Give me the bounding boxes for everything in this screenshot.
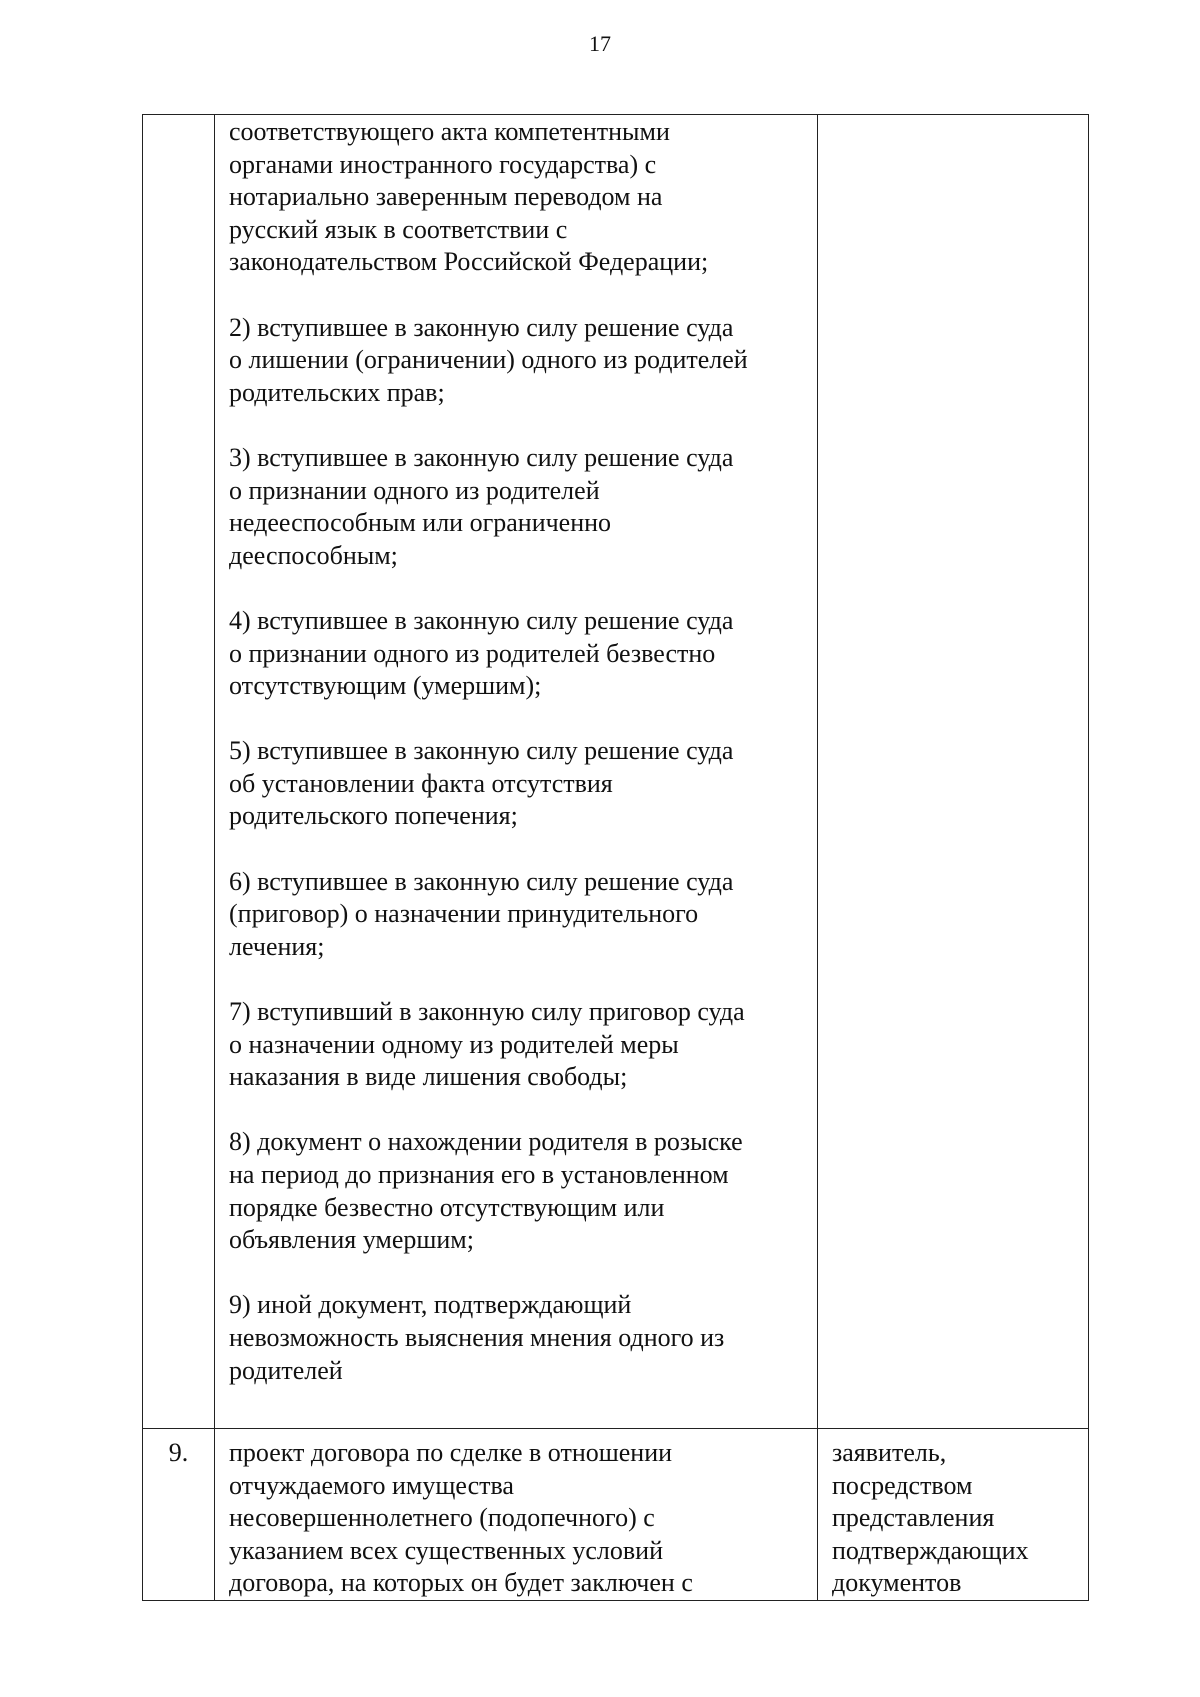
document-source-cell xyxy=(818,1429,1089,1601)
document-item-2: 2) вступившее в законную силу решение суда о лишении (ограничении) одного из родителей родительских прав; xyxy=(229,312,748,407)
document-item-6: 6) вступившее в законную силу решение суда (приговор) о назначении принудительного лечения; xyxy=(229,866,734,961)
documents-table xyxy=(142,114,1089,1601)
document-source-text: заявитель, посредством представления подтверждающих документов xyxy=(832,1438,1029,1598)
document-description-cell xyxy=(215,1429,818,1601)
document-paragraph: проект договора по сделке в отношении отчуждаемого имущества несовершеннолетнего (подопечного) с указанием всех существенных условий договора, на которых он будет заключен с xyxy=(229,1438,693,1598)
document-item-3: 3) вступившее в законную силу решение суда о признании одного из родителей недееспособным или ограниченно дееспособным; xyxy=(229,442,734,570)
document-item-8: 8) документ о нахождении родителя в розыске на период до признания его в установленном порядке безвестно отсутствующим или объявления умершим; xyxy=(229,1127,743,1255)
page-number: 17 xyxy=(589,31,611,56)
table-row xyxy=(143,1429,1089,1601)
row-number-cell xyxy=(143,115,215,1429)
document-item-9: 9) иной документ, подтверждающий невозможность выяснения мнения одного из родителей xyxy=(229,1290,725,1385)
table-row xyxy=(143,115,1089,1429)
document-item-5: 5) вступившее в законную силу решение суда об установлении факта отсутствия родительского попечения; xyxy=(229,736,734,831)
row-number-cell: 9. xyxy=(143,1429,215,1601)
document-item-4: 4) вступившее в законную силу решение суда о признании одного из родителей безвестно отсутствующим (умершим); xyxy=(229,605,734,701)
document-paragraph: соответствующего акта компетентными органами иностранного государства) с нотариально заверенным переводом на русский язык в соответствии с законодательством Российской Федерации; xyxy=(229,117,709,277)
document-source-cell xyxy=(818,115,1089,1429)
document-item-7: 7) вступивший в законную силу приговор суда о назначении одному из родителей меры наказания в виде лишения свободы; xyxy=(229,997,745,1092)
document-description-cell xyxy=(215,115,818,1429)
